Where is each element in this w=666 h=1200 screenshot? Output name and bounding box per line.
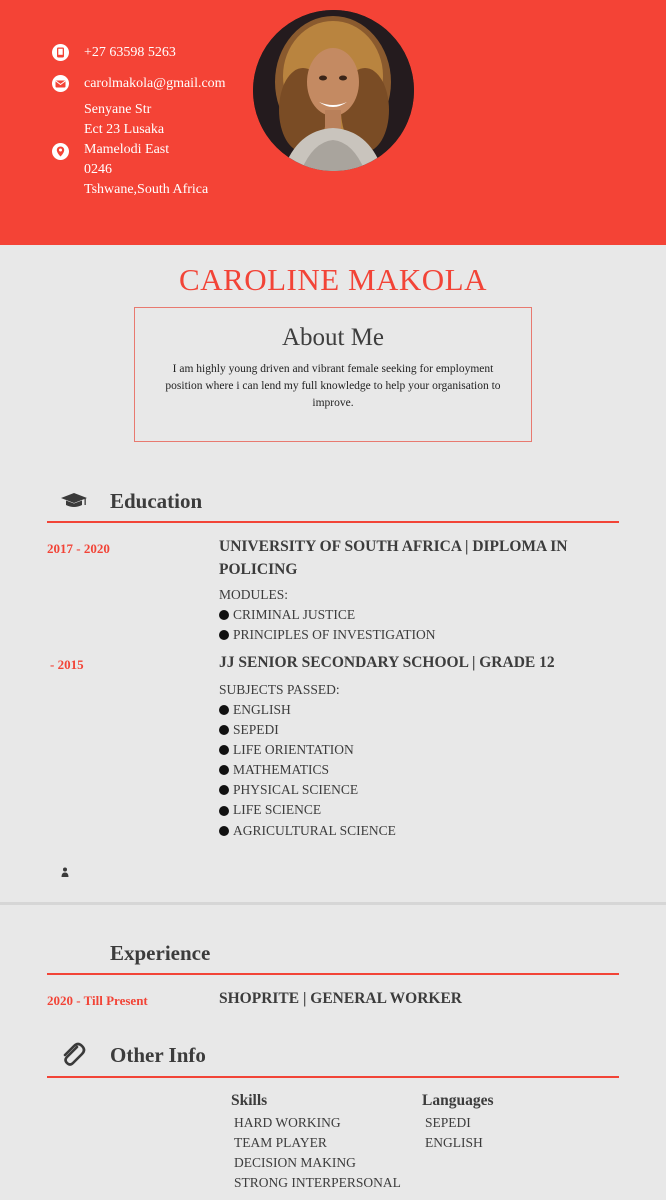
education-date: - 2015 (50, 657, 84, 672)
bullet-icon (219, 745, 229, 755)
list-item (219, 740, 396, 760)
bullet-icon (219, 765, 229, 775)
experience-divider (47, 973, 619, 975)
list-item-text: LIFE ORIENTATION (233, 742, 354, 758)
about-me-box (134, 307, 532, 442)
experience-entry-title: SHOPRITE | GENERAL WORKER (219, 990, 462, 1007)
graduation-cap-icon (60, 492, 88, 515)
skills-list (234, 1113, 401, 1193)
other-info-title: Other Info (110, 1043, 206, 1067)
list-item-text: AGRICULTURAL SCIENCE (233, 822, 396, 838)
education-title: Education (110, 489, 203, 513)
location-pin-icon (52, 143, 69, 160)
candidate-name: CAROLINE MAKOLA (178, 262, 487, 297)
bullet-icon (219, 610, 229, 620)
list-item: STRONG INTERPERSONAL (234, 1175, 401, 1191)
phone-icon (52, 44, 69, 61)
bullet-icon (219, 630, 229, 640)
address-line: 0246 (84, 162, 112, 177)
list-item-text: ENGLISH (233, 702, 291, 717)
experience-title: Experience (110, 941, 211, 965)
about-title: About Me (281, 324, 385, 351)
list-item-text: MATHEMATICS (233, 762, 330, 778)
list-item-text: CRIMINAL JUSTICE (233, 607, 356, 622)
list-item: HARD WORKING (234, 1115, 341, 1130)
list-item (219, 780, 396, 800)
other-info-divider (47, 1076, 619, 1078)
contact-address (52, 102, 209, 197)
about-text: I am highly young driven and vibrant female seeking for employment position where i can lend my full knowledge to help your organisation to improve. (165, 363, 501, 409)
bullet-icon (219, 725, 229, 735)
person-icon (61, 864, 69, 882)
phone-number: +27 63598 5263 (84, 45, 176, 60)
email-icon (52, 75, 69, 92)
contact-email (52, 75, 226, 92)
page-divider (0, 902, 666, 905)
education-entry-title: UNIVERSITY OF SOUTH AFRICA | DIPLOMA IN POLICING (219, 538, 568, 578)
list-item-text: PRINCIPLES OF INVESTIGATION (233, 627, 436, 643)
education-entry-title: JJ SENIOR SECONDARY SCHOOL | GRADE 12 (219, 654, 555, 671)
address-line: Senyane Str (84, 102, 152, 117)
bullet-icon (219, 705, 229, 715)
profile-photo (253, 10, 414, 171)
languages-list (425, 1113, 483, 1153)
modules-list (219, 605, 436, 645)
list-item (219, 760, 396, 780)
education-date: 2017 - 2020 (47, 541, 110, 556)
contact-phone (52, 44, 176, 61)
list-item-text: SEPEDI (233, 722, 279, 738)
list-item: ENGLISH (425, 1135, 483, 1151)
bullet-icon (219, 826, 229, 836)
list-item (219, 625, 436, 645)
list-item: DECISION MAKING (234, 1155, 356, 1171)
email-address: carolmakola@gmail.com (84, 76, 226, 91)
list-item (219, 800, 396, 820)
subjects-list (219, 700, 396, 841)
bullet-icon (219, 806, 229, 816)
resume-header (0, 0, 666, 245)
skills-title: Skills (231, 1092, 268, 1109)
list-item-text: LIFE SCIENCE (233, 802, 322, 818)
list-item (219, 605, 436, 625)
bullet-icon (219, 785, 229, 795)
list-item-text: PHYSICAL SCIENCE (233, 782, 359, 798)
list-item (219, 700, 396, 720)
experience-date: 2020 - Till Present (47, 993, 148, 1008)
education-divider (47, 521, 619, 523)
languages-title: Languages (422, 1092, 494, 1109)
education-subtitle: SUBJECTS PASSED: (219, 682, 340, 697)
education-subtitle: MODULES: (219, 587, 289, 602)
list-item: SEPEDI (425, 1115, 471, 1130)
address-line: Tshwane,South Africa (84, 182, 209, 197)
list-item (219, 720, 396, 740)
address-block (84, 100, 208, 200)
paperclip-icon (59, 1041, 87, 1074)
address-line: Ect 23 Lusaka (84, 122, 165, 137)
list-item: TEAM PLAYER (234, 1135, 327, 1151)
address-line: Mamelodi East (84, 142, 170, 157)
list-item (219, 821, 396, 841)
